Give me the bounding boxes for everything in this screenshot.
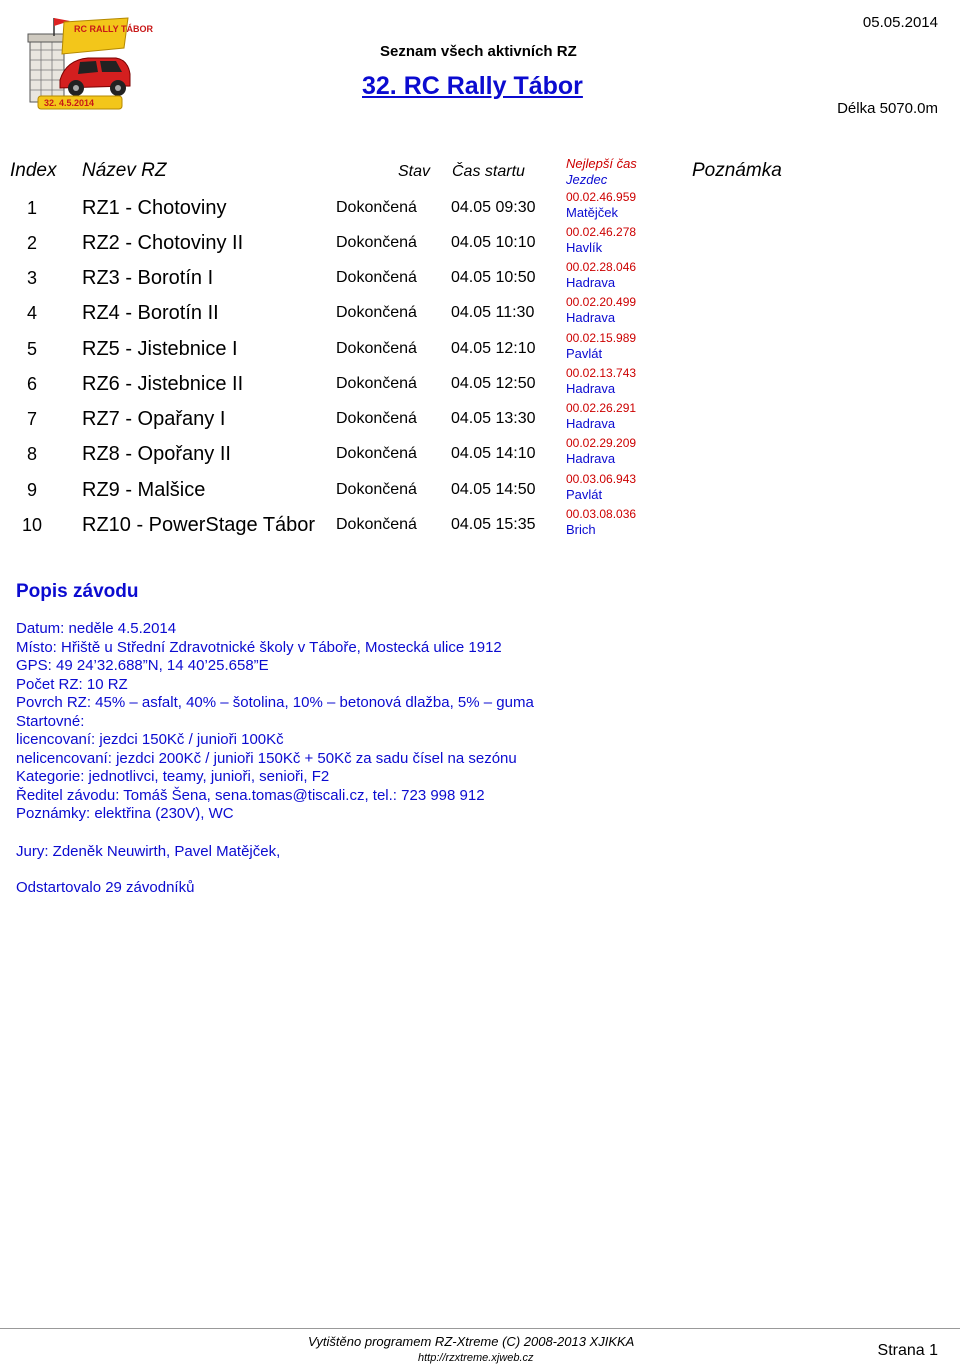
stage-name: RZ10 - PowerStage Tábor bbox=[82, 514, 316, 536]
stage-status: Dokončená bbox=[336, 375, 417, 392]
description-line: Ředitel závodu: Tomáš Šena, sena.tomas@tiscali.cz, tel.: 723 998 912 bbox=[16, 787, 485, 804]
stage-best-time: 00.02.15.989 bbox=[566, 331, 637, 345]
stage-index: 7 bbox=[26, 409, 37, 429]
stage-best-time: 00.02.20.499 bbox=[566, 295, 637, 309]
stage-index: 6 bbox=[26, 374, 37, 394]
stage-name: RZ6 - Jistebnice II bbox=[82, 373, 244, 395]
column-header-note: Poznámka bbox=[692, 160, 782, 181]
stage-index: 3 bbox=[26, 268, 37, 288]
stage-driver: Brich bbox=[566, 522, 596, 537]
stage-index: 4 bbox=[26, 303, 37, 323]
stage-driver: Havlík bbox=[566, 240, 603, 255]
table-row bbox=[0, 366, 960, 409]
list-subtitle: Seznam všech aktivních RZ bbox=[380, 43, 577, 60]
footer-program-credit: Vytištěno programem RZ-Xtreme (C) 2008-2013 XJIKKA bbox=[308, 1334, 635, 1349]
column-header-name: Název RZ bbox=[82, 160, 167, 181]
stage-best-time: 00.02.29.209 bbox=[566, 436, 637, 450]
stage-name: RZ2 - Chotoviny II bbox=[82, 232, 244, 254]
stage-status: Dokončená bbox=[336, 410, 417, 427]
stage-driver: Matějček bbox=[566, 205, 619, 220]
svg-text:32. 4.5.2014: 32. 4.5.2014 bbox=[44, 98, 95, 108]
stage-start-time: 04.05 11:30 bbox=[451, 304, 535, 321]
stage-start-time: 04.05 12:50 bbox=[451, 375, 536, 392]
table-row bbox=[0, 436, 960, 479]
stage-name: RZ5 - Jistebnice I bbox=[82, 338, 238, 360]
stage-best-time: 00.02.28.046 bbox=[566, 260, 637, 274]
print-date: 05.05.2014 bbox=[862, 14, 938, 31]
column-header-best-time: Nejlepší čas bbox=[566, 156, 637, 171]
stage-best-time: 00.02.46.959 bbox=[566, 190, 637, 204]
rc-rally-tabor-logo bbox=[24, 14, 154, 112]
stage-index: 2 bbox=[26, 233, 37, 253]
column-header-start-time: Čas startu bbox=[452, 163, 525, 180]
description-line: Povrch RZ: 45% – asfalt, 40% – šotolina, 10% – betonová dlažba, 5% – guma bbox=[16, 694, 534, 711]
stage-name: RZ3 - Borotín I bbox=[82, 267, 214, 289]
stage-name: RZ7 - Opařany I bbox=[82, 408, 226, 430]
stage-start-time: 04.05 12:10 bbox=[451, 340, 536, 357]
stage-index: 10 bbox=[21, 515, 43, 535]
stage-start-time: 04.05 14:50 bbox=[451, 481, 536, 498]
stage-name: RZ1 - Chotoviny bbox=[82, 197, 227, 219]
jury-line: Jury: Zdeněk Neuwirth, Pavel Matějček, bbox=[16, 843, 281, 860]
description-line: nelicencovaní: jezdci 200Kč / junioři 150Kč + 50Kč za sadu čísel na sezónu bbox=[16, 750, 517, 767]
description-heading: Popis závodu bbox=[16, 581, 139, 602]
footer-divider bbox=[0, 1328, 960, 1329]
table-row bbox=[0, 295, 960, 338]
column-header-index: Index bbox=[10, 160, 57, 181]
stage-start-time: 04.05 10:10 bbox=[451, 234, 536, 251]
stage-name: RZ8 - Opořany II bbox=[82, 443, 231, 465]
total-length: Délka 5070.0m bbox=[837, 100, 938, 117]
table-row bbox=[0, 331, 960, 374]
event-title-link[interactable]: 32. RC Rally Tábor bbox=[362, 72, 583, 100]
table-row bbox=[0, 225, 960, 268]
stage-best-time: 00.02.46.278 bbox=[566, 225, 637, 239]
stage-index: 1 bbox=[26, 198, 37, 218]
stage-driver: Hadrava bbox=[566, 275, 616, 290]
description-line: GPS: 49 24’32.688”N, 14 40’25.658”E bbox=[16, 657, 269, 674]
stage-best-time: 00.02.26.291 bbox=[566, 401, 637, 415]
stage-start-time: 04.05 13:30 bbox=[451, 410, 536, 427]
table-row bbox=[0, 507, 960, 550]
column-header-driver: Jezdec bbox=[566, 172, 608, 187]
description-line: Poznámky: elektřina (230V), WC bbox=[16, 805, 234, 822]
stage-start-time: 04.05 14:10 bbox=[451, 445, 536, 462]
stage-index: 9 bbox=[26, 480, 37, 500]
stage-driver: Hadrava bbox=[566, 416, 616, 431]
table-row bbox=[0, 472, 960, 515]
table-row bbox=[0, 401, 960, 444]
stage-driver: Hadrava bbox=[566, 310, 616, 325]
description-line: Počet RZ: 10 RZ bbox=[16, 676, 128, 693]
footer-url-link[interactable]: http://rzxtreme.xjweb.cz bbox=[418, 1352, 534, 1364]
stage-index: 5 bbox=[26, 339, 37, 359]
table-row bbox=[0, 190, 960, 233]
stage-status: Dokončená bbox=[336, 516, 417, 533]
stage-status: Dokončená bbox=[336, 304, 417, 321]
stage-start-time: 04.05 10:50 bbox=[451, 269, 536, 286]
description-line: Startovné: bbox=[16, 713, 85, 730]
stage-driver: Hadrava bbox=[566, 381, 616, 396]
description-line: Kategorie: jednotlivci, teamy, junioři, senioři, F2 bbox=[16, 768, 330, 785]
description-line: Datum: neděle 4.5.2014 bbox=[16, 620, 177, 637]
description-line: licencovaní: jezdci 150Kč / junioři 100Kč bbox=[16, 731, 284, 748]
stage-status: Dokončená bbox=[336, 340, 417, 357]
stage-status: Dokončená bbox=[336, 234, 417, 251]
page-number: Strana 1 bbox=[877, 1342, 938, 1359]
stage-start-time: 04.05 15:35 bbox=[451, 516, 536, 533]
column-header-status: Stav bbox=[398, 163, 431, 180]
stage-best-time: 00.03.08.036 bbox=[566, 507, 637, 521]
svg-text:RC RALLY TÁBOR: RC RALLY TÁBOR bbox=[74, 24, 154, 34]
description-line: Místo: Hřiště u Střední Zdravotnické školy v Táboře, Mostecká ulice 1912 bbox=[16, 639, 502, 656]
table-row bbox=[0, 260, 960, 303]
stage-best-time: 00.03.06.943 bbox=[566, 472, 637, 486]
stage-driver: Pavlát bbox=[566, 346, 603, 361]
stage-start-time: 04.05 09:30 bbox=[451, 199, 536, 216]
stage-name: RZ4 - Borotín II bbox=[82, 302, 219, 324]
stage-best-time: 00.02.13.743 bbox=[566, 366, 637, 380]
stage-driver: Hadrava bbox=[566, 451, 616, 466]
stage-status: Dokončená bbox=[336, 445, 417, 462]
stage-driver: Pavlát bbox=[566, 487, 603, 502]
stage-index: 8 bbox=[26, 444, 37, 464]
stage-status: Dokončená bbox=[336, 269, 417, 286]
stage-name: RZ9 - Malšice bbox=[82, 479, 206, 501]
stage-status: Dokončená bbox=[336, 199, 417, 216]
stage-status: Dokončená bbox=[336, 481, 417, 498]
started-count: Odstartovalo 29 závodníků bbox=[16, 879, 195, 896]
